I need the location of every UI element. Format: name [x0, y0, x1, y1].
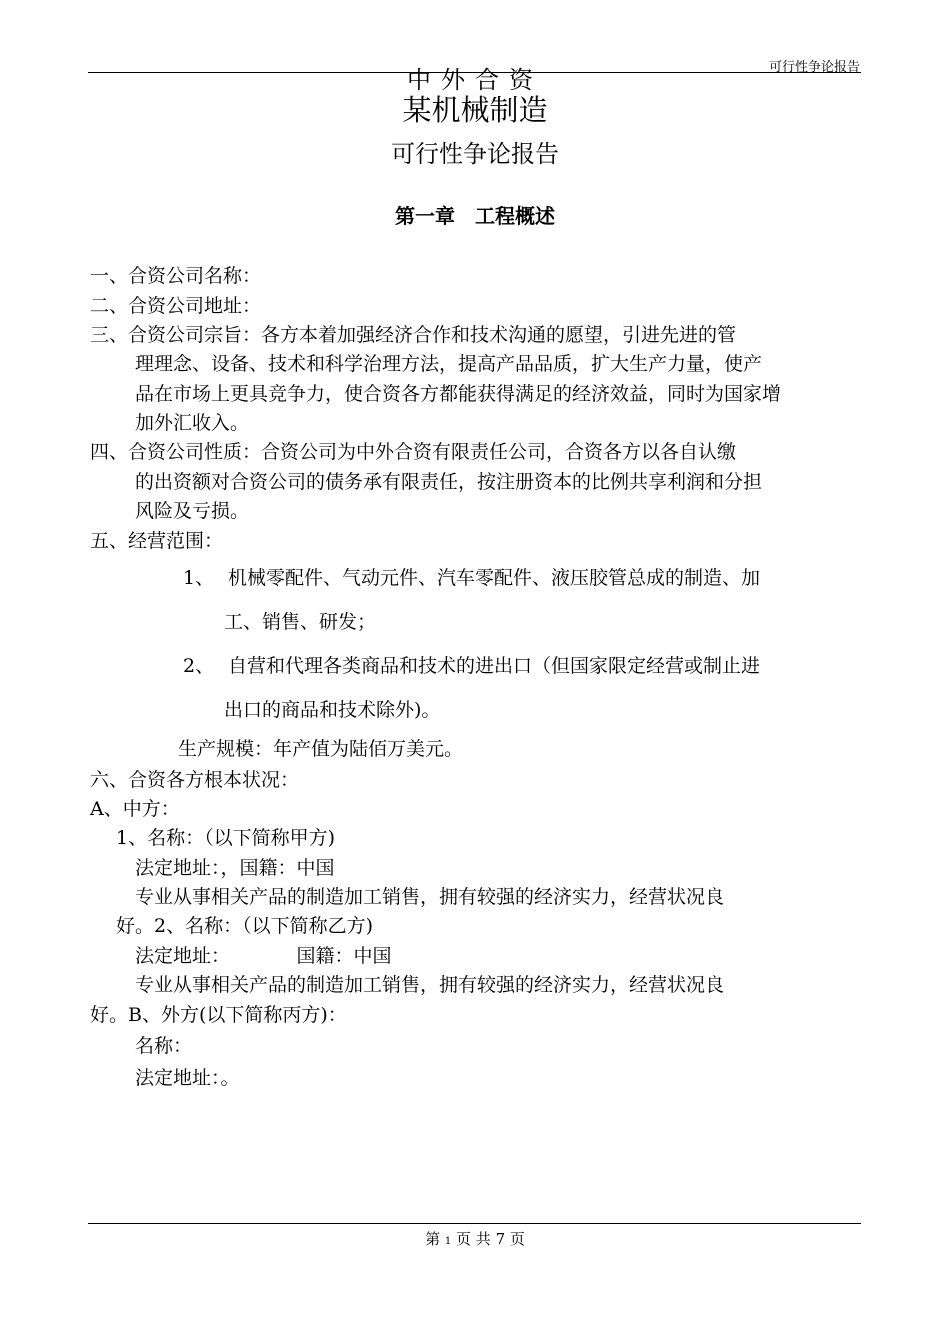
party-1-address: 法定地址：，国籍：中国: [135, 857, 335, 879]
title-line-1: 中外合资: [407, 66, 543, 94]
party-a-heading: A、中方：: [90, 798, 180, 820]
list-item-2-line-1: 自营和代理各类商品和技术的进出口（但国家限定经营或制止进: [228, 655, 761, 677]
party-2-address: 法定地址： 国籍：中国: [135, 945, 392, 967]
section-4-line-1: 四、合资公司性质：合资公司为中外合资有限责任公司，合资各方以各自认缴: [90, 441, 737, 463]
section-4-line-2: 的出资额对合资公司的债务承有限责任，按注册资本的比例共享利润和分担: [135, 471, 763, 493]
page-footer: [0, 1228, 950, 1249]
section-4-line-3: 风险及亏损。: [135, 500, 250, 522]
chapter-heading: 第一章 工程概述: [395, 204, 555, 228]
list-item-2-number: 2、: [183, 655, 215, 677]
title-line-3: 可行性争论报告: [391, 140, 559, 168]
production-scale: 生产规模：年产值为陆佰万美元。: [178, 738, 464, 760]
list-item-1-number: 1、: [183, 567, 215, 589]
title-line-2: 某机械制造: [402, 93, 548, 127]
party-2-desc-line-1: 专业从事相关产品的制造加工销售，拥有较强的经济实力，经营状况良: [135, 974, 725, 996]
list-item-1-line-2: 工、销售、研发；: [224, 611, 377, 633]
party-b-address: 法定地址：。: [135, 1067, 240, 1089]
section-2: 二、合资公司地址：: [90, 295, 262, 317]
footer-total-pages: 7: [495, 1230, 506, 1248]
section-3-line-3: 品在市场上更具竞争力，使合资各方都能获得满足的经济效益，同时为国家增: [135, 383, 782, 405]
party-2-desc-line-2: 好。B、外方(以下简称丙方)：: [90, 1004, 347, 1026]
party-1-desc-line-2: 好。2、名称：（以下简称乙方): [116, 915, 374, 937]
section-1: 一、合资公司名称：: [90, 265, 262, 287]
section-5: 五、经营范围：: [90, 530, 224, 552]
list-item-2-line-2: 出口的商品和技术除外)。: [224, 699, 441, 721]
section-3-line-1: 三、合资公司宗旨：各方本着加强经济合作和技术沟通的愿望，引进先进的管: [90, 324, 737, 346]
footer-mid: 页 共: [456, 1230, 491, 1248]
footer-suffix: 页: [509, 1230, 525, 1248]
list-item-1-line-1: 机械零配件、气动元件、汽车零配件、液压胶管总成的制造、加: [228, 567, 761, 589]
footer-prefix: 第: [425, 1230, 441, 1248]
party-1-name: 1、名称：（以下简称甲方): [116, 827, 336, 849]
party-b-name: 名称：: [135, 1035, 193, 1057]
running-header: 可行性争论报告: [768, 60, 860, 75]
section-3-line-2: 理理念、设备、技术和科学治理方法，提高产品品质，扩大生产力量，使产: [135, 353, 763, 375]
footer-page-number: 1: [444, 1236, 452, 1247]
section-6: 六、合资各方根本状况：: [90, 769, 300, 791]
party-1-desc-line-1: 专业从事相关产品的制造加工销售，拥有较强的经济实力，经营状况良: [135, 886, 725, 908]
footer-rule: [88, 1223, 861, 1224]
section-3-line-4: 加外汇收入。: [135, 412, 250, 434]
